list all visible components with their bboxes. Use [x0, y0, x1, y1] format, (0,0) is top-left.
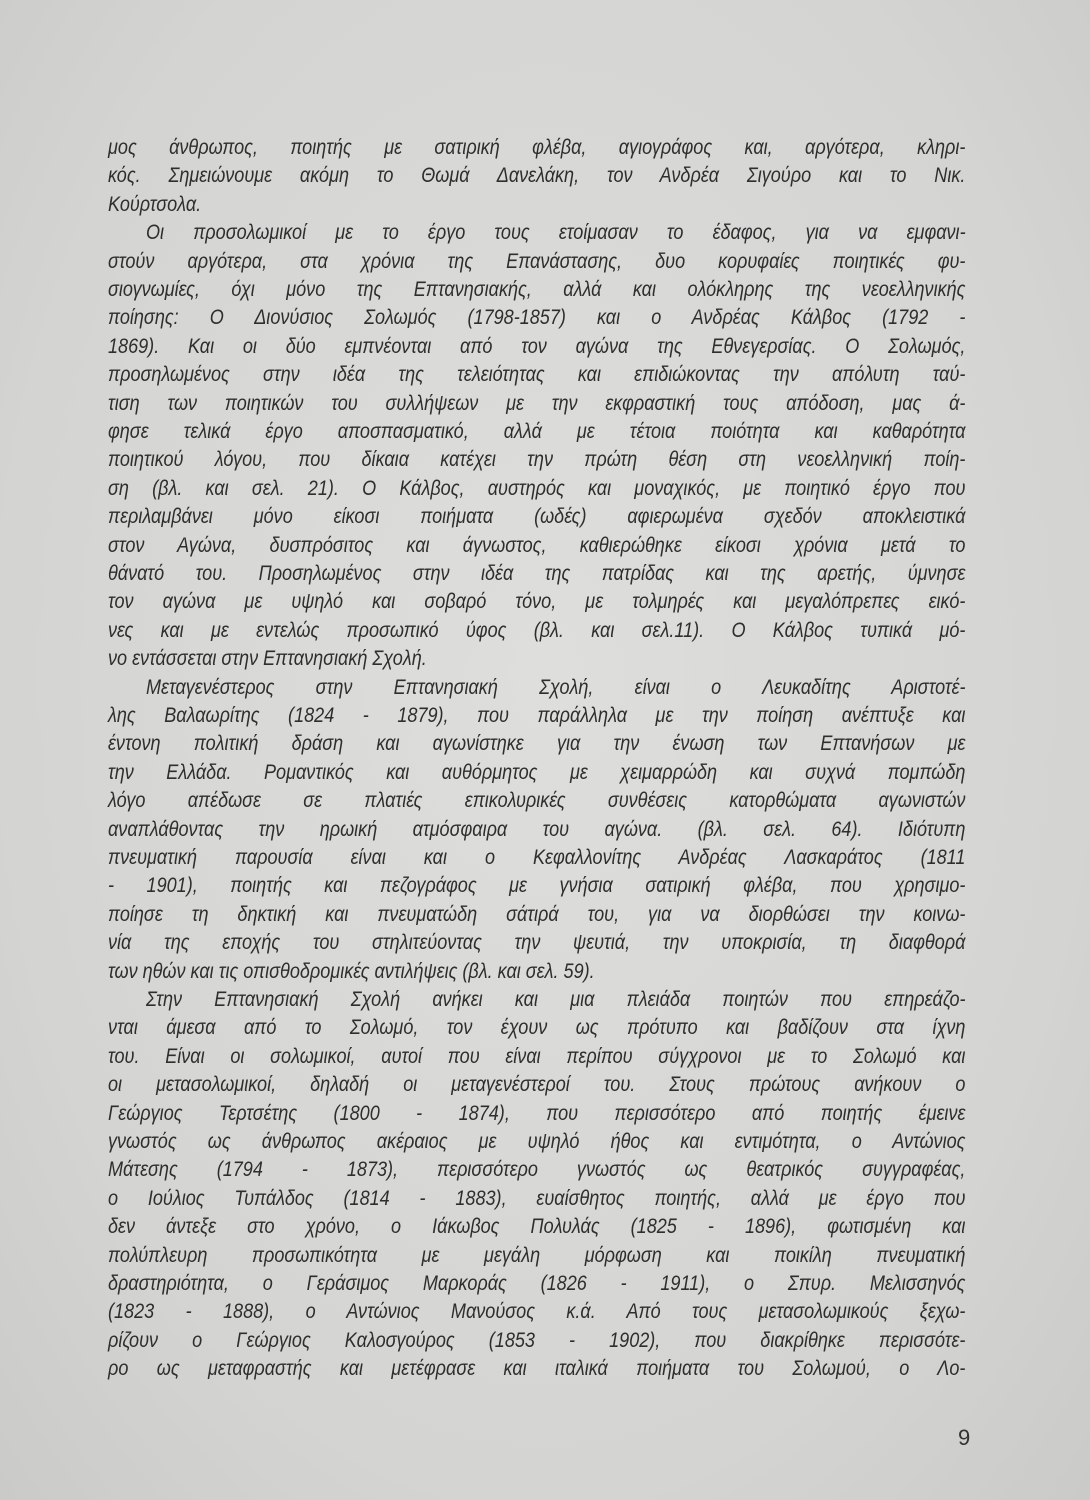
text-line: την Ελλάδα. Ρομαντικός και αυθόρμητος με χειμαρρώδη και συχνά πομπώδη	[108, 760, 966, 784]
text-line: λης Βαλαωρίτης (1824 - 1879), που παράλληλα με την ποίηση ανέπτυξε και	[108, 704, 966, 727]
text-line: στούν αργότερα, στα χρόνια της Επανάστασης, δυο κορυφαίες ποιητικές φυ-	[108, 249, 966, 273]
text-line: νται άμεσα από το Σολωμό, τον έχουν ως πρότυπο και βαδίζουν στα ίχνη	[108, 1016, 966, 1040]
text-line: αναπλάθοντας την ηρωική ατμόσφαιρα του αγώνα. (βλ. σελ. 64). Ιδιότυπη	[108, 817, 966, 841]
text-line: ρίζουν ο Γεώργιος Καλοσγούρος (1853 - 1902), που διακρίθηκε περισσότε-	[108, 1328, 966, 1352]
text-line: στον Αγώνα, δυσπρόσιτος και άγνωστος, καθιερώθηκε είκοσι χρόνια μετά το	[108, 533, 966, 557]
text-line: - 1901), ποιητής και πεζογράφος με γνήσια σατιρική φλέβα, που χρησιμο-	[108, 874, 966, 898]
text-line: νο εντάσσεται στην Επτανησιακή Σχολή.	[108, 647, 427, 671]
text-line: Γεώργιος Τερτσέτης (1800 - 1874), που περισσότερο από ποιητής έμεινε	[108, 1101, 966, 1125]
text-line: 1869). Και οι δύο εμπνέονται από τον αγώνα της Εθνεγερσίας. Ο Σολωμός,	[108, 334, 966, 358]
text-line: μος άνθρωπος, ποιητής με σατιρική φλέβα, αγιογράφος και, αργότερα, κληρι-	[108, 136, 966, 159]
text-line: ποίησε τη δηκτική και πνευματώδη σάτιρά του, για να διορθώσει την κοινω-	[108, 902, 966, 926]
text-line: πολύπλευρη προσωπικότητα με μεγάλη μόρφωση και ποικίλη πνευματική	[108, 1243, 966, 1267]
text-line: θάνατό του. Προσηλωμένος στην ιδέα της πατρίδας και της αρετής, ύμνησε	[108, 562, 966, 585]
text-line: ποίησης: Ο Διονύσιος Σολωμός (1798-1857) και ο Ανδρέας Κάλβος (1792 -	[108, 306, 966, 330]
text-line: οι μετασολωμικοί, δηλαδή οι μεταγενέστεροί του. Στους πρώτους ανήκουν ο	[108, 1073, 966, 1097]
text-line: Οι προσολωμικοί με το έργο τους ετοίμασαν το έδαφος, για να εμφανι-	[146, 221, 966, 245]
text-line: του. Είναι οι σολωμικοί, αυτοί που είναι περίπου σύγχρονοι με το Σολωμό και	[108, 1044, 966, 1068]
text-line: τιση των ποιητικών του συλλήψεων με την εκφραστική τους απόδοση, μας ά-	[108, 391, 966, 415]
text-line: τον αγώνα με υψηλό και σοβαρό τόνο, με τολμηρές και μεγαλόπρεπες εικό-	[108, 590, 966, 614]
text-line: ποιητικού λόγου, που δίκαια κατέχει την πρώτη θέση στη νεοελληνική ποίη-	[108, 448, 966, 472]
text-line: Κούρτσολα.	[108, 192, 202, 216]
text-line: έντονη πολιτική δράση και αγωνίστηκε για την ένωση των Επτανήσων με	[108, 732, 966, 756]
text-line: Μεταγενέστερος στην Επτανησιακή Σχολή, είναι ο Λευκαδίτης Αριστοτέ-	[146, 675, 966, 699]
text-line: λόγο απέδωσε σε πλατιές επικολυρικές συνθέσεις κατορθώματα αγωνιστών	[108, 789, 966, 813]
text-line: δεν άντεξε στο χρόνο, ο Ιάκωβος Πολυλάς (1825 - 1896), φωτισμένη και	[108, 1215, 966, 1239]
text-line: κός. Σημειώνουμε ακόμη το Θωμά Δανελάκη, τον Ανδρέα Σιγούρο και το Νικ.	[108, 164, 966, 188]
page-number: 9	[958, 1425, 971, 1450]
text-line: σιογνωμίες, όχι μόνο της Επτανησιακής, αλλά και ολόκληρης της νεοελληνικής	[108, 278, 966, 301]
text-line: γνωστός ως άνθρωπος ακέραιος με υψηλό ήθος και εντιμότητα, ο Αντώνιος	[108, 1130, 966, 1153]
text-line: Στην Επτανησιακή Σχολή ανήκει και μια πλειάδα ποιητών που επηρεάζο-	[146, 988, 966, 1011]
text-line: ση (βλ. και σελ. 21). Ο Κάλβος, αυστηρός και μοναχικός, με ποιητικό έργο που	[108, 476, 966, 500]
text-line: περιλαμβάνει μόνο είκοσι ποιήματα (ωδές) αφιερωμένα σχεδόν αποκλειστικά	[108, 505, 966, 529]
text-line: πνευματική παρουσία είναι και ο Κεφαλλονίτης Ανδρέας Λασκαράτος (1811	[108, 846, 966, 869]
text-line: προσηλωμένος στην ιδέα της τελειότητας και επιδιώκοντας την απόλυτη ταύ-	[108, 363, 966, 387]
text-line: νία της εποχής του στηλιτεύοντας την ψευτιά, την υποκρισία, τη διαφθορά	[108, 931, 966, 955]
text-line: νες και με εντελώς προσωπικό ύφος (βλ. και σελ.11). Ο Κάλβος τυπικά μό-	[108, 618, 966, 642]
text-line: Μάτεσης (1794 - 1873), περισσότερο γνωστός ως θεατρικός συγγραφέας,	[108, 1158, 966, 1182]
text-line: ο Ιούλιος Τυπάλδος (1814 - 1883), ευαίσθητος ποιητής, αλλά με έργο που	[108, 1186, 966, 1210]
text-line: των ηθών και τις οπισθοδρομικές αντιλήψεις (βλ. και σελ. 59).	[108, 959, 595, 983]
text-line: φησε τελικά έργο αποσπασματικό, αλλά με τέτοια ποιότητα και καθαρότητα	[108, 420, 966, 443]
text-line: δραστηριότητα, ο Γεράσιμος Μαρκοράς (1826 - 1911), ο Σπυρ. Μελισσηνός	[108, 1272, 966, 1295]
text-line: ρο ως μεταφραστής και μετέφρασε και ιταλικά ποιήματα του Σολωμού, ο Λο-	[108, 1357, 966, 1381]
text-line: (1823 - 1888), ο Αντώνιος Μανούσος κ.ά. Από τους μετασολωμικούς ξεχω-	[108, 1300, 966, 1324]
